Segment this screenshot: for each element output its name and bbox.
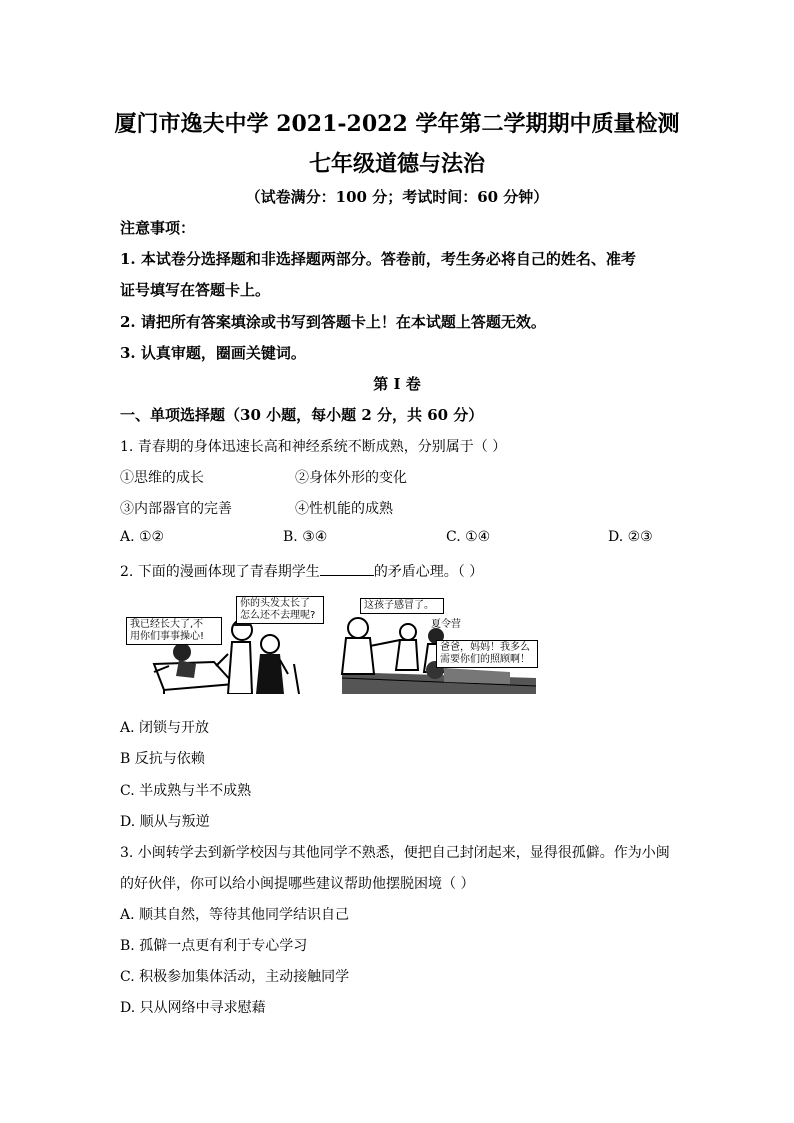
q1-item-3: ③内部器官的完善 <box>120 501 232 517</box>
note-item-2: 2. 请把所有答案填涂或书写到答题卡上！在本试题上答题无效。 <box>120 313 546 331</box>
q1-option-d: D. ②③ <box>608 529 653 545</box>
part-title: 一、单项选择题（30 小题，每小题 2 分，共 60 分） <box>120 406 484 424</box>
q3-stem-cont: 的好伙伴，你可以给小闽提哪些建议帮助他摆脱困境（ ） <box>120 876 475 892</box>
comic-right <box>340 594 536 694</box>
answer-blank <box>320 563 374 576</box>
volume-label: 第 I 卷 <box>373 375 421 393</box>
q1-option-a: A. ①② <box>120 529 165 545</box>
q2-option-d: D. 顺从与叛逆 <box>120 814 210 830</box>
q3-option-a: A. 顺其自然，等待其他同学结识自己 <box>120 907 350 923</box>
comic-bubble-kid: 爸爸，妈妈！我多么 需要你们的照顾啊！ <box>436 640 538 668</box>
q3-option-c: C. 积极参加集体活动，主动接触同学 <box>120 969 350 985</box>
q2-option-a: A. 闭锁与开放 <box>120 720 210 736</box>
note-item-1-cont: 证号填写在答题卡上。 <box>120 281 271 299</box>
q2-option-b: B 反抗与依赖 <box>120 751 205 767</box>
exam-title: 厦门市逸夫中学 2021-2022 学年第二学期期中质量检测 <box>114 111 680 137</box>
comic-left <box>124 594 322 694</box>
q1-item-1: ①思维的成长 <box>120 470 204 486</box>
q2-stem-after: 的矛盾心理。（ ） <box>373 564 484 580</box>
note-item-3: 3. 认真审题，圈画关键词。 <box>120 344 306 362</box>
exam-info: （试卷满分：100 分；考试时间：60 分钟） <box>245 188 549 206</box>
exam-subject: 七年级道德与法治 <box>308 151 485 177</box>
comic-bubble-doctor: 这孩子感冒了。 <box>360 598 444 614</box>
comic-bubble-child: 我已经长大了,不 用你们事事操心! <box>126 617 222 645</box>
q3-option-b: B. 孤僻一点更有利于专心学习 <box>120 938 308 954</box>
q1-option-c: C. ①④ <box>446 529 491 545</box>
q3-option-d: D. 只从网络中寻求慰藉 <box>120 1000 266 1016</box>
q2-option-c: C. 半成熟与半不成熟 <box>120 783 252 799</box>
q1-item-2: ②身体外形的变化 <box>295 470 407 486</box>
q3-stem: 3. 小闽转学去到新学校因与其他同学不熟悉，便把自己封闭起来，显得很孤僻。作为小闽 <box>120 845 670 861</box>
q1-stem: 1. 青春期的身体迅速长高和神经系统不断成熟，分别属于（ ） <box>120 439 507 455</box>
comic-bubble-parent: 你的头发太长了 怎么还不去理呢? <box>236 596 324 624</box>
q1-item-4: ④性机能的成熟 <box>295 501 393 517</box>
q2-stem <box>120 561 483 581</box>
notes-heading: 注意事项： <box>120 219 196 237</box>
q2-stem-before: 2. 下面的漫画体现了青春期学生 <box>120 564 320 580</box>
note-item-1: 1. 本试卷分选择题和非选择题两部分。答卷前，考生务必将自己的姓名、准考 <box>120 250 636 268</box>
q1-option-b: B. ③④ <box>283 529 328 545</box>
comic-sign-camp: 夏令营 <box>431 619 461 630</box>
